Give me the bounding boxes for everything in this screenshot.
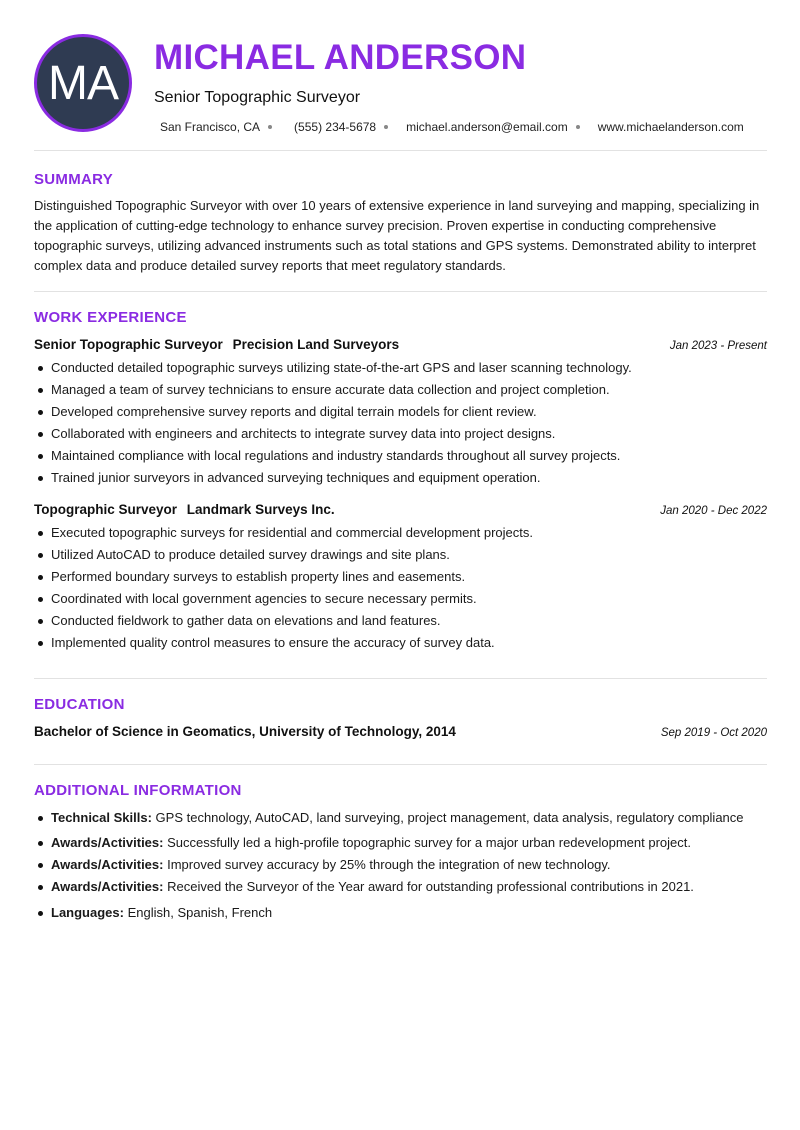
contact-location: San Francisco, CA bbox=[160, 120, 261, 134]
education-degree: Bachelor of Science in Geomatics, University of Technology, 2014 bbox=[34, 724, 456, 739]
separator-dot bbox=[576, 125, 580, 129]
item-text: Received the Surveyor of the Year award for outstanding professional contributions in 2021. bbox=[167, 879, 694, 894]
summary-section bbox=[34, 171, 767, 276]
list-item: Developed comprehensive survey reports and digital terrain models for client review. bbox=[51, 401, 767, 423]
list-item bbox=[51, 902, 767, 924]
list-item: Coordinated with local government agencies to secure necessary permits. bbox=[51, 588, 767, 610]
list-item bbox=[51, 876, 767, 898]
experience-section bbox=[34, 309, 767, 654]
item-text: English, Spanish, French bbox=[127, 905, 273, 920]
job-dates: Jan 2023 - Present bbox=[669, 340, 767, 352]
separator-dot bbox=[268, 125, 272, 129]
list-item: Implemented quality control measures to ensure the accuracy of survey data. bbox=[51, 632, 767, 654]
list-item: Maintained compliance with local regulations and industry standards throughout all survey projects. bbox=[51, 445, 767, 467]
list-item bbox=[51, 807, 767, 829]
job-dates: Jan 2020 - Dec 2022 bbox=[660, 505, 767, 517]
list-item: Conducted detailed topographic surveys utilizing state-of-the-art GPS and laser scanning technology. bbox=[51, 357, 767, 379]
contact-email[interactable]: michael.anderson@email.com bbox=[406, 120, 568, 134]
candidate-name: MICHAEL ANDERSON bbox=[154, 38, 527, 77]
item-text: Successfully led a high-profile topographic survey for a major urban redevelopment project. bbox=[167, 835, 691, 850]
item-label: Awards/Activities: bbox=[51, 879, 164, 894]
item-label: Technical Skills: bbox=[51, 810, 152, 825]
item-text: Improved survey accuracy by 25% through the integration of new technology. bbox=[167, 857, 611, 872]
job-position: Topographic Surveyor bbox=[34, 502, 178, 517]
contact-phone: (555) 234-5678 bbox=[294, 120, 377, 134]
divider bbox=[34, 678, 767, 679]
candidate-role: Senior Topographic Surveyor bbox=[154, 89, 361, 106]
education-section bbox=[34, 696, 767, 739]
job-company: Precision Land Surveyors bbox=[232, 337, 400, 352]
job-bullets bbox=[34, 357, 767, 489]
job-title bbox=[34, 502, 335, 517]
contact-website[interactable]: www.michaelanderson.com bbox=[597, 120, 744, 134]
section-title-additional: ADDITIONAL INFORMATION bbox=[34, 782, 242, 799]
item-label: Awards/Activities: bbox=[51, 857, 164, 872]
list-item: Trained junior surveyors in advanced surveying techniques and equipment operation. bbox=[51, 467, 767, 489]
list-item bbox=[51, 854, 767, 876]
section-title-education: EDUCATION bbox=[34, 696, 125, 713]
item-text: GPS technology, AutoCAD, land surveying, project management, data analysis, regulatory compliance bbox=[155, 810, 744, 825]
section-title-summary: SUMMARY bbox=[34, 171, 114, 188]
section-title-experience: WORK EXPERIENCE bbox=[34, 309, 187, 326]
list-item: Conducted fieldwork to gather data on elevations and land features. bbox=[51, 610, 767, 632]
item-label: Languages: bbox=[51, 905, 124, 920]
divider bbox=[34, 764, 767, 765]
divider bbox=[34, 291, 767, 292]
job-entry bbox=[34, 502, 767, 654]
job-header bbox=[34, 502, 767, 517]
avatar-initials: MA bbox=[48, 56, 118, 110]
list-item: Collaborated with engineers and architects to integrate survey data into project designs. bbox=[51, 423, 767, 445]
job-position: Senior Topographic Surveyor bbox=[34, 337, 223, 352]
list-item: Executed topographic surveys for residential and commercial development projects. bbox=[51, 522, 767, 544]
avatar bbox=[34, 34, 132, 132]
education-dates: Sep 2019 - Oct 2020 bbox=[660, 727, 767, 739]
separator-dot bbox=[384, 125, 388, 129]
job-header bbox=[34, 337, 767, 352]
job-bullets bbox=[34, 522, 767, 654]
divider bbox=[34, 150, 767, 151]
list-item: Managed a team of survey technicians to ensure accurate data collection and project completion. bbox=[51, 379, 767, 401]
resume-page bbox=[34, 34, 767, 924]
additional-section bbox=[34, 782, 767, 924]
list-item: Performed boundary surveys to establish property lines and easements. bbox=[51, 566, 767, 588]
item-label: Awards/Activities: bbox=[51, 835, 164, 850]
contact-line bbox=[160, 120, 744, 134]
additional-list bbox=[34, 807, 767, 924]
list-item: Utilized AutoCAD to produce detailed survey drawings and site plans. bbox=[51, 544, 767, 566]
job-entry bbox=[34, 337, 767, 489]
summary-text: Distinguished Topographic Surveyor with over 10 years of extensive experience in land surveying and mapping, specializing in the application of cutting-edge technology to enhance survey precision. Proven expertise in conducting comprehensive topographic surveys, utilizing advanced instruments such as total stations and GPS systems. Demonstrated ability to interpret complex data and produce detailed survey reports that meet regulatory standards. bbox=[34, 198, 760, 273]
education-entry bbox=[34, 724, 767, 739]
job-title bbox=[34, 337, 399, 352]
list-item bbox=[51, 832, 767, 854]
resume-header bbox=[34, 34, 767, 138]
job-company: Landmark Surveys Inc. bbox=[186, 502, 335, 517]
